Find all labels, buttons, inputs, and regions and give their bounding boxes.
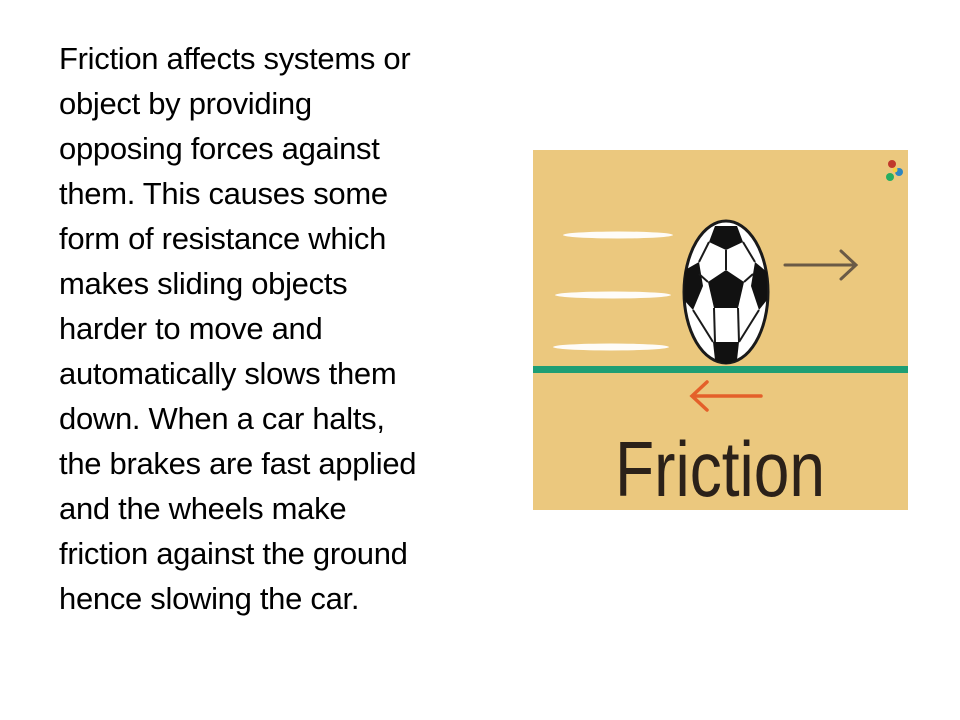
body-line: form of resistance which — [59, 221, 387, 256]
body-text — [59, 36, 479, 621]
soccer-ball-icon — [684, 221, 768, 364]
ground-line — [533, 366, 908, 373]
friction-illustration — [533, 150, 908, 510]
body-line: object by providing — [59, 86, 312, 121]
body-line: harder to move and — [59, 311, 323, 346]
body-line: makes sliding objects — [59, 266, 348, 301]
body-line: friction against the ground — [59, 536, 408, 571]
body-line: opposing forces against — [59, 131, 380, 166]
body-line: and the wheels make — [59, 491, 347, 526]
illustration-label: Friction — [615, 425, 825, 510]
body-line: the brakes are fast applied — [59, 446, 417, 481]
body-line: hence slowing the car. — [59, 581, 360, 616]
body-line: automatically slows them — [59, 356, 397, 391]
body-line: them. This causes some — [59, 176, 388, 211]
body-line: Friction affects systems or — [59, 41, 411, 76]
body-line: down. When a car halts, — [59, 401, 385, 436]
